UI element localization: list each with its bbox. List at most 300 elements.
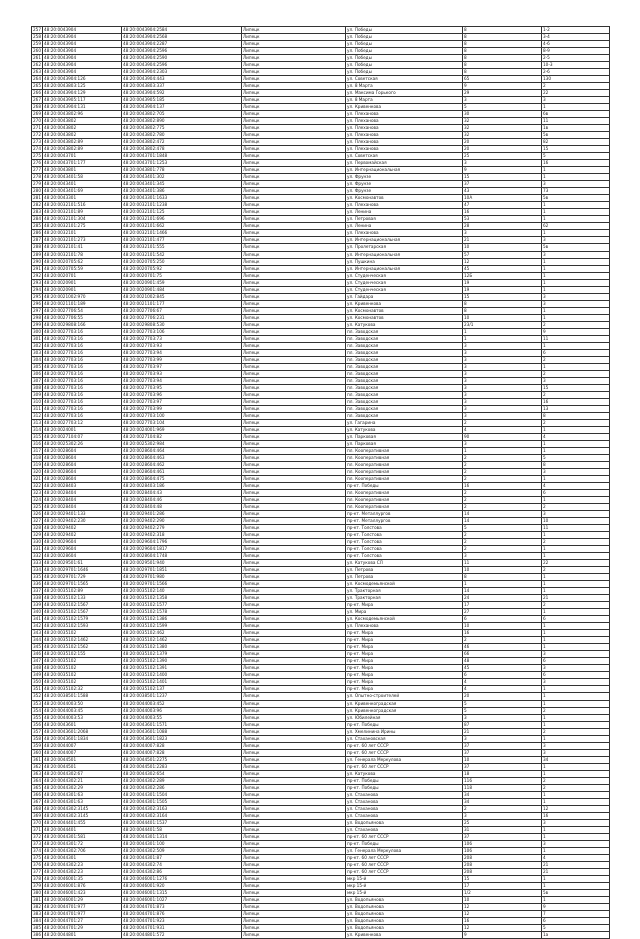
street-cell: ул. Водопьянова bbox=[346, 910, 463, 917]
apartment-cell: 1 bbox=[542, 644, 610, 651]
cadastral-number-cell: 48:20:0028604:1748 bbox=[122, 553, 242, 560]
city-cell: Липецк bbox=[242, 237, 346, 244]
table-row bbox=[32, 770, 610, 777]
street-cell: ул. Гагарина bbox=[346, 419, 463, 426]
street-cell: ул. Космонавтов bbox=[346, 195, 463, 202]
row-number-cell: 290 bbox=[33, 258, 41, 264]
apartment-cell: 21 bbox=[542, 595, 610, 602]
cadastral-number-cell: 48:20:0044007:828 bbox=[122, 742, 242, 749]
table-row bbox=[32, 34, 610, 41]
cadastral-number-cell: 48:20:0027703:97 bbox=[122, 363, 242, 370]
apartment-cell: 1 bbox=[542, 546, 610, 553]
city-cell: Липецк bbox=[242, 104, 346, 111]
cadastral-number-cell: 48:20:0044302:3164 bbox=[122, 812, 242, 819]
house-cell: 23/1 bbox=[463, 321, 542, 328]
city-cell: Липецк bbox=[242, 132, 346, 139]
table-row bbox=[32, 532, 610, 539]
street-cell: ул. Победы bbox=[346, 69, 463, 76]
cadastral-number-cell: 48:20:0043904:137 bbox=[122, 104, 242, 111]
row-number-cell: 320 bbox=[33, 468, 41, 474]
street-cell: ул. Интернациональная bbox=[346, 167, 463, 174]
row-number-cell: 351 bbox=[33, 686, 41, 692]
row-number-cell: 359 bbox=[33, 742, 41, 748]
table-row bbox=[32, 377, 610, 384]
row-number-cell: 317 bbox=[33, 447, 41, 453]
quarter-number-cell: 48:20:0044701:27 bbox=[43, 917, 122, 924]
street-cell: ул. Мира bbox=[346, 609, 463, 616]
table-row bbox=[32, 349, 610, 356]
cadastral-number-cell: 48:20:0043802:705 bbox=[122, 111, 242, 118]
cadastral-number-cell: 48:20:0043904:2596 bbox=[122, 48, 242, 55]
house-cell: 43 bbox=[463, 188, 542, 195]
street-cell: ул. Космонавтов bbox=[346, 314, 463, 321]
house-cell: 8 bbox=[463, 48, 542, 55]
street-cell: ул. Плеханова bbox=[346, 111, 463, 118]
table-row bbox=[32, 370, 610, 377]
apartment-cell: 1 bbox=[542, 574, 610, 581]
quarter-number-cell: 48:20:0028604 bbox=[43, 468, 122, 475]
street-cell: ул. Кривенкова bbox=[346, 104, 463, 111]
house-cell: 2 bbox=[463, 504, 542, 511]
row-number-cell: 337 bbox=[33, 588, 41, 594]
quarter-number-cell: 48:20:0027703:12 bbox=[43, 419, 122, 426]
city-cell: Липецк bbox=[242, 300, 346, 307]
row-number-cell: 298 bbox=[33, 314, 41, 320]
cadastral-number-cell: 48:20:0035102:1401 bbox=[122, 679, 242, 686]
city-cell: Липецк bbox=[242, 69, 346, 76]
city-cell: Липецк bbox=[242, 377, 346, 384]
row-number-cell: 312 bbox=[33, 412, 41, 418]
city-cell: Липецк bbox=[242, 735, 346, 742]
cadastral-number-cell: 48:20:0020901:459 bbox=[122, 279, 242, 286]
cadastral-number-cell: 48:20:0044701:923 bbox=[122, 917, 242, 924]
apartment-cell: 1 bbox=[542, 763, 610, 770]
apartment-cell: 3 bbox=[542, 819, 610, 826]
street-cell: ул. Победы bbox=[346, 41, 463, 48]
cadastral-number-cell: 48:20:0027703:106 bbox=[122, 328, 242, 335]
street-cell: пр-кт. Толстова bbox=[346, 539, 463, 546]
house-cell: 12Б bbox=[463, 272, 542, 279]
quarter-number-cell: 48:20:0020705:62 bbox=[43, 258, 122, 265]
street-cell: пр-кт. Мира bbox=[346, 644, 463, 651]
quarter-number-cell: 48:20:0043904:129 bbox=[43, 90, 122, 97]
street-cell: пл. Кооперативная bbox=[346, 504, 463, 511]
house-cell: 10 bbox=[463, 314, 542, 321]
quarter-number-cell: 48:20:0044301:581 bbox=[43, 833, 122, 840]
cadastral-number-cell: 48:20:0044302:289 bbox=[122, 777, 242, 784]
street-cell: пр-кт. Толстова bbox=[346, 532, 463, 539]
cadastral-number-cell: 48:20:0027703:94 bbox=[122, 349, 242, 356]
row-number-cell: 347 bbox=[33, 658, 41, 664]
city-cell: Липецк bbox=[242, 602, 346, 609]
apartment-cell: 16 bbox=[542, 160, 610, 167]
row-number-cell: 325 bbox=[33, 504, 41, 510]
apartment-cell: 1 bbox=[542, 791, 610, 798]
house-cell: 28 bbox=[463, 223, 542, 230]
row-number-cell: 371 bbox=[33, 826, 41, 832]
row-number-cell: 271 bbox=[33, 125, 41, 131]
table-row bbox=[32, 167, 610, 174]
table-row bbox=[32, 202, 610, 209]
city-cell: Липецк bbox=[242, 461, 346, 468]
table-row bbox=[32, 623, 610, 630]
quarter-number-cell: 48:20:0043401 bbox=[43, 181, 122, 188]
table-row bbox=[32, 546, 610, 553]
quarter-number-cell: 48:20:0027703:16 bbox=[43, 370, 122, 377]
street-cell: ул. Генерала Меркулова bbox=[346, 756, 463, 763]
house-cell: 9 bbox=[463, 167, 542, 174]
table-row bbox=[32, 328, 610, 335]
apartment-cell: 1 bbox=[542, 104, 610, 111]
cadastral-number-cell: 48:20:0043803:337 bbox=[122, 83, 242, 90]
apartment-cell: 1 bbox=[542, 630, 610, 637]
quarter-number-cell: 48:20:0027703:16 bbox=[43, 405, 122, 412]
row-number-cell: 261 bbox=[33, 55, 41, 61]
quarter-number-cell: 48:20:0020705:59 bbox=[43, 265, 122, 272]
cadastral-number-cell: 48:20:0043904:2596 bbox=[122, 62, 242, 69]
table-row bbox=[32, 826, 610, 833]
cadastral-number-cell: 48:20:0035102:1379 bbox=[122, 651, 242, 658]
house-cell: 3 bbox=[463, 405, 542, 412]
apartment-cell: 5 bbox=[542, 925, 610, 932]
house-cell: 37 bbox=[463, 833, 542, 840]
street-cell: ул. Космонавтов bbox=[346, 307, 463, 314]
table-row bbox=[32, 665, 610, 672]
quarter-number-cell: 48:20:0044301:63 bbox=[43, 798, 122, 805]
house-cell: 10 bbox=[463, 244, 542, 251]
cadastral-number-cell: 48:20:0027703:93 bbox=[122, 342, 242, 349]
house-cell: 14 bbox=[463, 518, 542, 525]
row-number-cell: 310 bbox=[33, 398, 41, 404]
house-cell: 3 bbox=[463, 160, 542, 167]
apartment-cell: 6 bbox=[542, 658, 610, 665]
table-row bbox=[32, 875, 610, 882]
city-cell: Липецк bbox=[242, 875, 346, 882]
quarter-number-cell: 48:20:0032101:89 bbox=[43, 209, 122, 216]
street-cell: пр-кт. Металлургов bbox=[346, 511, 463, 518]
row-number-cell: 266 bbox=[33, 90, 41, 96]
table-row bbox=[32, 791, 610, 798]
quarter-number-cell: 48:20:0044302:21 bbox=[43, 777, 122, 784]
quarter-number-cell: 48:20:0027703:16 bbox=[43, 391, 122, 398]
table-row bbox=[32, 672, 610, 679]
row-number-cell: 375 bbox=[33, 854, 41, 860]
street-cell: ул. Кривенкоградская bbox=[346, 707, 463, 714]
city-cell: Липецк bbox=[242, 693, 346, 700]
row-number-cell: 344 bbox=[33, 637, 41, 643]
row-number-cell: 346 bbox=[33, 651, 41, 657]
apartment-cell: 1-2 bbox=[542, 27, 610, 34]
city-cell: Липецк bbox=[242, 910, 346, 917]
row-number-cell: 365 bbox=[33, 784, 41, 790]
city-cell: Липецк bbox=[242, 174, 346, 181]
table-row bbox=[32, 426, 610, 433]
table-row bbox=[32, 104, 610, 111]
house-cell: 2 bbox=[463, 546, 542, 553]
row-number-cell: 364 bbox=[33, 777, 41, 783]
apartment-cell: 3 bbox=[542, 181, 610, 188]
city-cell: Липецк bbox=[242, 363, 346, 370]
apartment-cell: 6в bbox=[542, 111, 610, 118]
house-cell: 29 bbox=[463, 90, 542, 97]
street-cell: пл. Заводская bbox=[346, 391, 463, 398]
table-row bbox=[32, 567, 610, 574]
house-cell: 8 bbox=[463, 62, 542, 69]
city-cell: Липецк bbox=[242, 139, 346, 146]
cadastral-number-cell: 48:20:0044302:509 bbox=[122, 847, 242, 854]
table-row bbox=[32, 258, 610, 265]
city-cell: Липецк bbox=[242, 532, 346, 539]
street-cell: пр-кт. Мира bbox=[346, 665, 463, 672]
apartment-cell: 1 bbox=[542, 588, 610, 595]
city-cell: Липецк bbox=[242, 48, 346, 55]
row-number-cell: 330 bbox=[33, 539, 41, 545]
table-row bbox=[32, 447, 610, 454]
quarter-number-cell: 48:20:0027104:07 bbox=[43, 433, 122, 440]
city-cell: Липецк bbox=[242, 202, 346, 209]
row-number-cell: 314 bbox=[33, 426, 41, 432]
row-number-cell: 335 bbox=[33, 574, 41, 580]
apartment-cell: 3 bbox=[542, 293, 610, 300]
house-cell: 2 bbox=[463, 490, 542, 497]
street-cell: пл. Заводская bbox=[346, 405, 463, 412]
house-cell: 27 bbox=[463, 609, 542, 616]
street-cell: ул. Водопьянова bbox=[346, 819, 463, 826]
cadastral-number-cell: 48:20:0024001:969 bbox=[122, 426, 242, 433]
street-cell: пр-кт. Победы bbox=[346, 784, 463, 791]
row-number-cell: 286 bbox=[33, 230, 41, 236]
table-row bbox=[32, 272, 610, 279]
street-cell: ул. Плеханова bbox=[346, 118, 463, 125]
house-cell: 2 bbox=[463, 454, 542, 461]
house-cell: 3 bbox=[463, 349, 542, 356]
street-cell: ул. Плеханова bbox=[346, 125, 463, 132]
cadastral-number-cell: 48:20:0043601:1571 bbox=[122, 721, 242, 728]
table-row bbox=[32, 777, 610, 784]
table-row bbox=[32, 237, 610, 244]
cadastral-number-cell: 48:20:0028604:475 bbox=[122, 476, 242, 483]
city-cell: Липецк bbox=[242, 504, 346, 511]
apartment-cell: 9 bbox=[542, 903, 610, 910]
street-cell: ул. Стаханова bbox=[346, 812, 463, 819]
row-number-cell: 289 bbox=[33, 251, 41, 257]
house-cell: 3 bbox=[463, 370, 542, 377]
row-number-cell: 311 bbox=[33, 405, 41, 411]
city-cell: Липецк bbox=[242, 258, 346, 265]
city-cell: Липецк bbox=[242, 917, 346, 924]
house-cell: 8 bbox=[463, 300, 542, 307]
quarter-number-cell: 48:20:0044302:706 bbox=[43, 847, 122, 854]
city-cell: Липецк bbox=[242, 539, 346, 546]
street-cell: ул. Водопьянова bbox=[346, 925, 463, 932]
apartment-cell: 2 bbox=[542, 370, 610, 377]
quarter-number-cell: 48:20:0028604 bbox=[43, 454, 122, 461]
row-number-cell: 280 bbox=[33, 188, 41, 194]
city-cell: Липецк bbox=[242, 244, 346, 251]
row-number-cell: 267 bbox=[33, 97, 41, 103]
row-number-cell: 383 bbox=[33, 910, 41, 916]
row-number-cell: 273 bbox=[33, 139, 41, 145]
cadastral-number-cell: 48:20:0021101:177 bbox=[122, 300, 242, 307]
cadastral-number-cell: 48:20:0044301:87 bbox=[122, 854, 242, 861]
house-cell: 2 bbox=[463, 468, 542, 475]
row-number-cell: 272 bbox=[33, 132, 41, 138]
street-cell: ул. Стаханова bbox=[346, 826, 463, 833]
row-number-cell: 275 bbox=[33, 153, 41, 159]
table-row bbox=[32, 307, 610, 314]
table-row bbox=[32, 132, 610, 139]
row-number-cell: 360 bbox=[33, 749, 41, 755]
table-row bbox=[32, 398, 610, 405]
street-cell: ул. Победы bbox=[346, 34, 463, 41]
city-cell: Липецк bbox=[242, 251, 346, 258]
house-cell: 19 bbox=[463, 279, 542, 286]
city-cell: Липецк bbox=[242, 728, 346, 735]
apartment-cell: 22 bbox=[542, 560, 610, 567]
house-cell: 2 bbox=[463, 805, 542, 812]
quarter-number-cell: 48:20:0044301:63 bbox=[43, 791, 122, 798]
quarter-number-cell: 48:20:0043802:89 bbox=[43, 139, 122, 146]
city-cell: Липецк bbox=[242, 230, 346, 237]
cadastral-number-cell: 48:20:0028404:43 bbox=[122, 490, 242, 497]
apartment-cell: 1 bbox=[542, 426, 610, 433]
table-row bbox=[32, 553, 610, 560]
house-cell: 6 bbox=[463, 616, 542, 623]
row-number-cell: 323 bbox=[33, 490, 41, 496]
apartment-cell: 6 bbox=[542, 917, 610, 924]
cadastral-number-cell: 48:20:0025302:984 bbox=[122, 440, 242, 447]
cadastral-number-cell: 48:20:0028604:461 bbox=[122, 468, 242, 475]
table-row bbox=[32, 405, 610, 412]
row-number-cell: 283 bbox=[33, 209, 41, 215]
cadastral-number-cell: 48:20:0027706:67 bbox=[122, 307, 242, 314]
row-number-cell: 309 bbox=[33, 391, 41, 397]
city-cell: Липецк bbox=[242, 433, 346, 440]
city-cell: Липецк bbox=[242, 216, 346, 223]
street-cell: пл. Заводская bbox=[346, 384, 463, 391]
street-cell: пр-кт. 60 лет СССР bbox=[346, 763, 463, 770]
apartment-cell: 1 bbox=[542, 721, 610, 728]
quarter-number-cell: 48:20:0027703:16 bbox=[43, 377, 122, 384]
row-number-cell: 352 bbox=[33, 693, 41, 699]
street-cell: ул. Катукова bbox=[346, 770, 463, 777]
quarter-number-cell: 48:20:0035102:1562 bbox=[43, 644, 122, 651]
street-cell: пр-кт. Мира bbox=[346, 637, 463, 644]
cadastral-number-cell: 48:20:0044801:572 bbox=[122, 932, 242, 939]
table-row bbox=[32, 854, 610, 861]
house-cell: 32 bbox=[463, 125, 542, 132]
apartment-cell: 6 bbox=[542, 672, 610, 679]
city-cell: Липецк bbox=[242, 146, 346, 153]
apartment-cell: 2 bbox=[542, 419, 610, 426]
quarter-number-cell: 48:20:0044302:3145 bbox=[43, 812, 122, 819]
house-cell: 1 bbox=[463, 581, 542, 588]
quarter-number-cell: 48:20:0044701:977 bbox=[43, 910, 122, 917]
quarter-number-cell: 48:20:0043904:126 bbox=[43, 76, 122, 83]
city-cell: Липецк bbox=[242, 314, 346, 321]
city-cell: Липецк bbox=[242, 370, 346, 377]
table-row bbox=[32, 819, 610, 826]
street-cell: ул. Стаханова bbox=[346, 798, 463, 805]
cadastral-number-cell: 48:20:0043904:2584 bbox=[122, 27, 242, 34]
apartment-cell: 2 bbox=[542, 602, 610, 609]
apartment-cell: 10-3 bbox=[542, 62, 610, 69]
quarter-number-cell: 48:20:0029701:1646 bbox=[43, 567, 122, 574]
house-cell: 20 bbox=[463, 693, 542, 700]
table-row bbox=[32, 798, 610, 805]
table-row bbox=[32, 847, 610, 854]
quarter-number-cell: 48:20:0027703:16 bbox=[43, 398, 122, 405]
cadastral-number-cell: 48:20:0028403:186 bbox=[122, 483, 242, 490]
table-row bbox=[32, 504, 610, 511]
house-cell: 3 bbox=[463, 735, 542, 742]
house-cell: 48 bbox=[463, 658, 542, 665]
house-cell: 31 bbox=[463, 826, 542, 833]
city-cell: Липецк bbox=[242, 447, 346, 454]
cadastral-number-cell: 48:20:0043802:472 bbox=[122, 139, 242, 146]
apartment-cell: 3 bbox=[542, 665, 610, 672]
street-cell: ул. Интернациональная bbox=[346, 265, 463, 272]
house-cell: 2 bbox=[463, 637, 542, 644]
city-cell: Липецк bbox=[242, 342, 346, 349]
city-cell: Липецк bbox=[242, 546, 346, 553]
cadastral-number-cell: 48:20:0043601:1088 bbox=[122, 728, 242, 735]
house-cell: 8 bbox=[463, 27, 542, 34]
city-cell: Липецк bbox=[242, 826, 346, 833]
house-cell: 116 bbox=[463, 777, 542, 784]
apartment-cell: 2 bbox=[542, 321, 610, 328]
house-cell: 1/2 bbox=[463, 889, 542, 896]
cadastral-number-cell: 48:20:0035102:1462 bbox=[122, 637, 242, 644]
street-cell: пл. Заводская bbox=[346, 370, 463, 377]
street-cell: ул. Космодемьянской bbox=[346, 616, 463, 623]
row-number-cell: 333 bbox=[33, 560, 41, 566]
apartment-cell: 7 bbox=[542, 910, 610, 917]
table-row bbox=[32, 153, 610, 160]
house-cell: 4 bbox=[463, 679, 542, 686]
row-number-cell: 361 bbox=[33, 756, 41, 762]
street-cell: ул. Парковая bbox=[346, 433, 463, 440]
row-number-cell: 306 bbox=[33, 370, 41, 376]
city-cell: Липецк bbox=[242, 160, 346, 167]
quarter-number-cell: 48:20:0044501 bbox=[43, 756, 122, 763]
city-cell: Липецк bbox=[242, 97, 346, 104]
table-row bbox=[32, 412, 610, 419]
house-cell: 10 bbox=[463, 896, 542, 903]
quarter-number-cell: 48:20:0035102:1579 bbox=[43, 616, 122, 623]
city-cell: Липецк bbox=[242, 118, 346, 125]
house-cell: 16 bbox=[463, 917, 542, 924]
house-cell: 10 bbox=[463, 756, 542, 763]
cadastral-number-cell: 48:20:0044401:58 bbox=[122, 826, 242, 833]
row-number-cell: 358 bbox=[33, 735, 41, 741]
house-cell: 8 bbox=[463, 307, 542, 314]
street-cell: пр-кт. 60 лет СССР bbox=[346, 833, 463, 840]
street-cell: пл. Кооперативная bbox=[346, 476, 463, 483]
cadastral-number-cell: 48:20:0044302:86 bbox=[122, 868, 242, 875]
city-cell: Липецк bbox=[242, 616, 346, 623]
city-cell: Липецк bbox=[242, 293, 346, 300]
street-cell: ул. Петрова bbox=[346, 567, 463, 574]
table-row bbox=[32, 293, 610, 300]
table-row bbox=[32, 111, 610, 118]
cadastral-number-cell: 48:20:0032101:662 bbox=[122, 223, 242, 230]
apartment-cell: 5 bbox=[542, 454, 610, 461]
quarter-number-cell: 48:20:0032101 bbox=[43, 230, 122, 237]
house-cell: 21 bbox=[463, 728, 542, 735]
apartment-cell: 6 bbox=[542, 349, 610, 356]
apartment-cell: 1 bbox=[542, 286, 610, 293]
